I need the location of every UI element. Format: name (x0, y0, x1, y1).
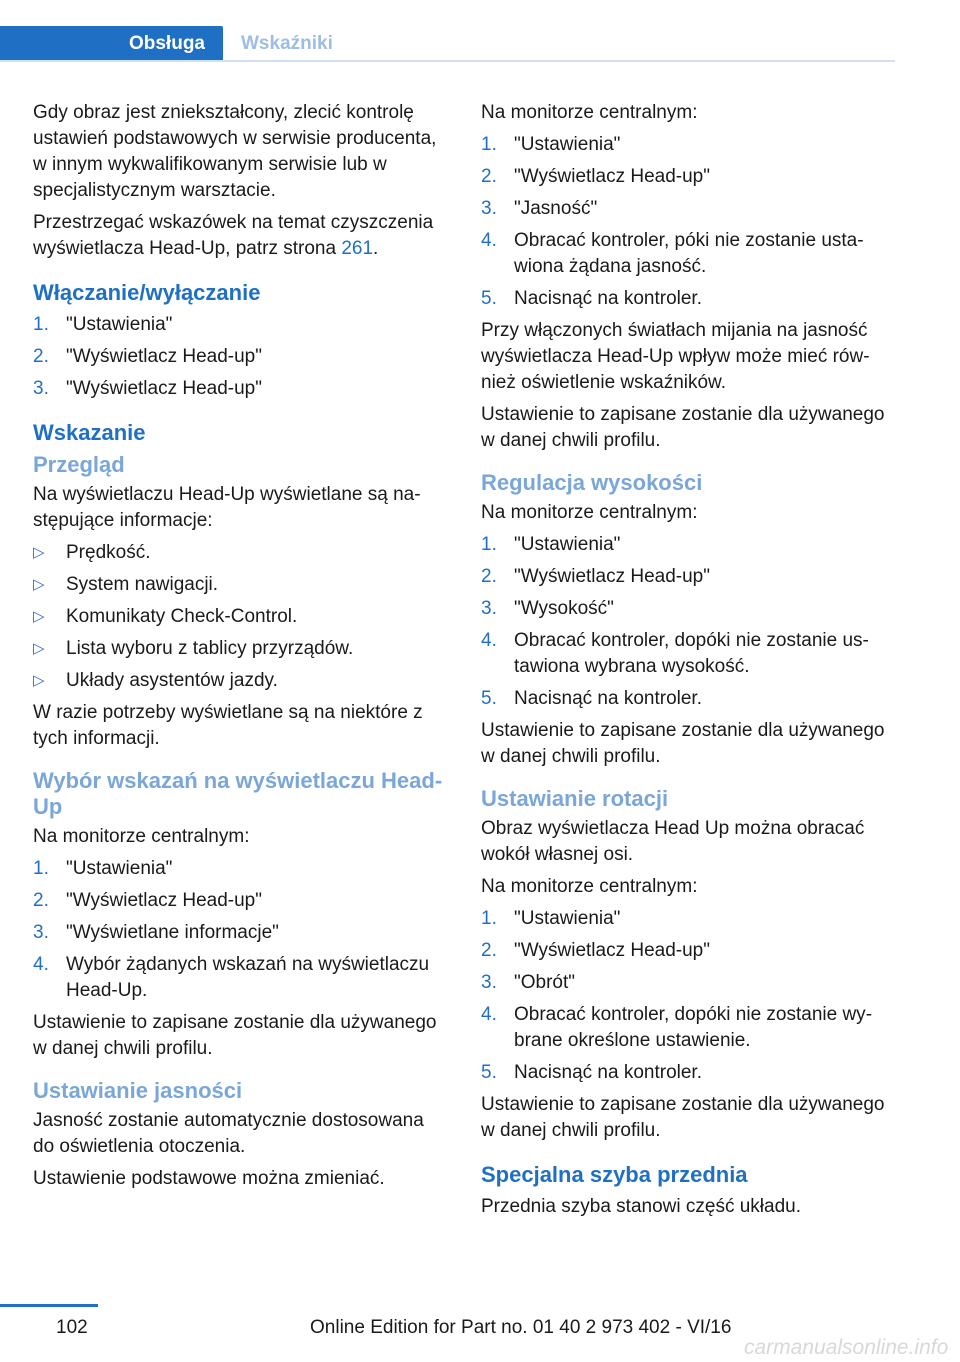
subsection-heading: Wybór wskazań na wyświetlaczu Head-Up (33, 768, 443, 819)
paragraph: Na monitorze centralnym: (481, 102, 698, 123)
list-item: 1. "Ustawienia" (481, 134, 621, 155)
subsection-heading: Przegląd (33, 452, 125, 477)
numbered-list (33, 312, 449, 402)
paragraph: Jasność zostanie automatycznie dostosowana do oświetlenia otoczenia. (33, 1110, 424, 1157)
right-column (481, 100, 895, 1226)
list-item: 2. "Wyświetlacz Head-up" (481, 566, 710, 587)
paragraph: W razie potrzeby wyświetlane są na niektóre z tych informacji. (33, 702, 423, 749)
paragraph: Ustawienie to zapisane zostanie dla używanego w danej chwili profilu. (481, 720, 885, 767)
paragraph: Na monitorze centralnym: (481, 502, 698, 523)
numbered-list (481, 532, 895, 712)
list-item: 2. "Wyświetlacz Head-up" (481, 166, 710, 187)
numbered-list (481, 906, 895, 1086)
paragraph: Na monitorze centralnym: (33, 826, 250, 847)
list-item: 1. "Ustawienia" (481, 908, 621, 929)
paragraph: Przednia szyba stanowi część układu. (481, 1196, 801, 1217)
bullet-list (33, 540, 449, 694)
list-item: 2. "Wyświetlacz Head-up" (481, 940, 710, 961)
watermark: carmanualsonline.info (744, 1336, 949, 1359)
tab-wskazniki[interactable]: Wskaźniki (241, 33, 333, 54)
numbered-list (481, 132, 895, 312)
triangle-bullet-icon: ▷ (33, 576, 45, 593)
paragraph: Przy włączonych światłach mijania na jasność wyświetlacza Head-Up wpływ może mieć również oświetlenie wskaźników. (481, 320, 870, 393)
edition-note: Online Edition for Part no. 01 40 2 973 402 - VI/16 (310, 1317, 732, 1338)
list-item: ▷ Układy asystentów jazdy. (33, 668, 449, 694)
list-item: ▷ System nawigacji. (33, 572, 449, 598)
triangle-bullet-icon: ▷ (33, 608, 45, 625)
list-item: 3. "Obrót" (481, 972, 576, 993)
paragraph: Przestrzegać wskazówek na temat czyszczenia wyświetlacza Head-Up, patrz strona 261. (33, 212, 434, 259)
list-item: ▷ Komunikaty Check-Control. (33, 604, 449, 630)
list-item: ▷ Prędkość. (33, 540, 449, 566)
subsection-heading: Regulacja wysokości (481, 470, 703, 495)
list-item: 4. Obracać kontroler, póki nie zostanie ustawiona żądana jasność. (481, 230, 864, 277)
paragraph: Ustawienie podstawowe można zmieniać. (33, 1168, 385, 1189)
list-item: ▷ Lista wyboru z tablicy przyrządów. (33, 636, 449, 662)
triangle-bullet-icon: ▷ (33, 640, 45, 657)
triangle-bullet-icon: ▷ (33, 544, 45, 561)
list-item: 5. Nacisnąć na kontroler. (481, 1062, 702, 1083)
list-item: 3. "Wyświetlacz Head-up" (33, 378, 262, 399)
list-item: 4. Wybór żądanych wskazań na wyświetlaczu Head-Up. (33, 954, 430, 1001)
list-item: 5. Nacisnąć na kontroler. (481, 688, 702, 709)
list-item: 5. Nacisnąć na kontroler. (481, 288, 702, 309)
page-header (0, 26, 895, 62)
section-heading: Wskazanie (33, 420, 146, 445)
triangle-bullet-icon: ▷ (33, 672, 45, 689)
list-item: 2. "Wyświetlacz Head-up" (33, 346, 262, 367)
subsection-heading: Ustawianie jasności (33, 1078, 243, 1103)
paragraph: Ustawienie to zapisane zostanie dla używanego w danej chwili profilu. (481, 404, 885, 451)
footer-rule (0, 1304, 98, 1307)
list-item: 3. "Jasność" (481, 198, 598, 219)
paragraph: Gdy obraz jest zniekształcony, zlecić kontrolę ustawień podstawowych w serwisie producenta, w innym wykwalifikowanym serwisie lub w specjalistycznym warsztacie. (33, 102, 437, 201)
header-divider (0, 60, 895, 62)
list-item: 3. "Wyświetlane informacje" (33, 922, 279, 943)
subsection-heading: Ustawianie rotacji (481, 786, 669, 811)
left-column (33, 100, 449, 1198)
page-link[interactable]: 261 (341, 238, 374, 259)
list-item: 2. "Wyświetlacz Head-up" (33, 890, 262, 911)
section-heading: Włączanie/wyłączanie (33, 280, 261, 305)
list-item: 4. Obracać kontroler, dopóki nie zostanie ustawiona wybrana wysokość. (481, 630, 869, 677)
paragraph: Na monitorze centralnym: (481, 876, 698, 897)
list-item: 1. "Ustawienia" (481, 534, 621, 555)
numbered-list (33, 856, 449, 1004)
tab-obsluga[interactable]: Obsługa (0, 26, 223, 62)
paragraph: Ustawienie to zapisane zostanie dla używanego w danej chwili profilu. (481, 1094, 885, 1141)
paragraph: Ustawienie to zapisane zostanie dla używanego w danej chwili profilu. (33, 1012, 437, 1059)
list-item: 1. "Ustawienia" (33, 314, 173, 335)
list-item: 4. Obracać kontroler, dopóki nie zostanie wybrane określone ustawienie. (481, 1004, 873, 1051)
section-heading: Specjalna szyba przednia (481, 1162, 748, 1187)
page-number: 102 (56, 1317, 88, 1338)
list-item: 3. "Wysokość" (481, 598, 614, 619)
paragraph: Na wyświetlaczu Head-Up wyświetlane są następujące informacje: (33, 484, 421, 531)
paragraph: Obraz wyświetlacza Head Up można obracać wokół własnej osi. (481, 818, 865, 865)
list-item: 1. "Ustawienia" (33, 858, 173, 879)
